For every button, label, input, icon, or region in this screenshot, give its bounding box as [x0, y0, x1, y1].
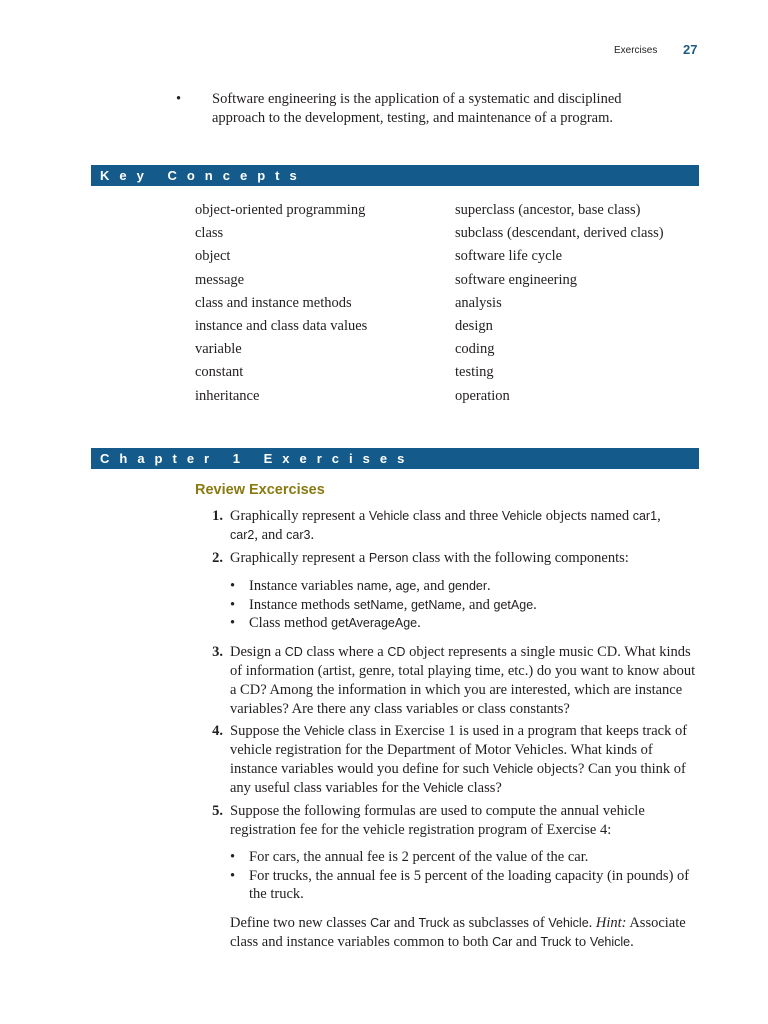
concept-item: software engineering — [455, 271, 577, 288]
exercise-1 — [203, 507, 703, 545]
page-number: 27 — [683, 42, 698, 57]
list-item: • Class method getAverageAge. — [230, 615, 421, 631]
concept-item: object-oriented programming — [195, 202, 366, 218]
list-item: • Instance variables name, age, and gender. — [230, 578, 491, 594]
exercise-number: 3. — [212, 644, 223, 660]
concept-item: class — [195, 225, 224, 242]
key-concepts-heading: Key Concepts — [91, 165, 699, 186]
exercise-text: Graphically represent a Vehicle class and three Vehicle objects named car1, car2, and car3. — [230, 508, 661, 543]
review-exercises-title: Review Excercises — [195, 482, 325, 498]
concepts-right-column — [455, 200, 664, 409]
concept-item: constant — [195, 364, 244, 381]
concept-item: software life cycle — [455, 248, 563, 265]
bullet-mark: • — [176, 91, 182, 107]
concept-item: object — [195, 248, 231, 265]
concept-item: instance and class data values — [195, 317, 368, 334]
chapter-exercises-heading: Chapter 1 Exercises — [91, 448, 699, 469]
exercise-number: 5. — [212, 803, 223, 819]
exercise-number: 4. — [212, 723, 223, 739]
running-header: Exercises — [614, 45, 658, 56]
intro-text: Software engineering is the application of a systematic and disciplined approach to the development, testing, and maintenance of a program. — [212, 91, 622, 126]
exercise-5-bullets — [230, 848, 700, 904]
concept-item: analysis — [455, 294, 502, 311]
exercise-text: Suppose the following formulas are used to compute the annual vehicle registration fee for the vehicle registration program of Exercise 4: — [230, 803, 645, 838]
list-item: • Instance methods setName, getName, and getAge. — [230, 596, 537, 613]
exercise-5-paragraph: Define two new classes Car and Truck as subclasses of Vehicle. Hint: Associate class and instance variables common to both Car and Truck to Vehicle. — [230, 915, 686, 950]
exercise-5 — [203, 802, 703, 840]
exercise-2 — [203, 549, 703, 568]
concept-item: variable — [195, 341, 242, 358]
exercise-number: 1. — [212, 508, 223, 524]
exercise-4 — [203, 722, 703, 798]
exercise-text: Suppose the Vehicle class in Exercise 1 is used in a program that keeps track of vehicle registration for the Department of Motor Vehicles. What kinds of instance variables would you define for such Vehicle objects? Can you think of any useful class variables for the Vehicle class? — [230, 723, 688, 796]
list-item: • For trucks, the annual fee is 5 percent of the loading capacity (in pounds) of the truck. — [230, 867, 690, 902]
concept-item: message — [195, 271, 245, 288]
exercise-text: Design a CD class where a CD object represents a single music CD. What kinds of information (artist, genre, total playing time, etc.) do you want to know about a CD? Among the information in which you are interested, which are instance variables? Are there any class variables or class constants? — [230, 644, 696, 717]
concept-item: class and instance methods — [195, 294, 352, 311]
concept-item: design — [455, 317, 493, 334]
concept-item: testing — [455, 364, 494, 381]
concepts-left-column — [195, 200, 367, 409]
list-item: • For cars, the annual fee is 2 percent of the value of the car. — [230, 849, 589, 865]
concept-item: subclass (descendant, derived class) — [455, 225, 664, 242]
intro-bullet — [176, 90, 676, 128]
concept-item: inheritance — [195, 387, 260, 404]
exercise-number: 2. — [212, 550, 223, 566]
exercise-text: Graphically represent a Person class with the following components: — [230, 550, 629, 566]
concept-item: operation — [455, 387, 510, 404]
concept-item: coding — [455, 341, 495, 358]
exercise-3 — [203, 643, 703, 719]
concept-item: superclass (ancestor, base class) — [455, 202, 641, 218]
exercise-2-bullets — [230, 577, 700, 633]
